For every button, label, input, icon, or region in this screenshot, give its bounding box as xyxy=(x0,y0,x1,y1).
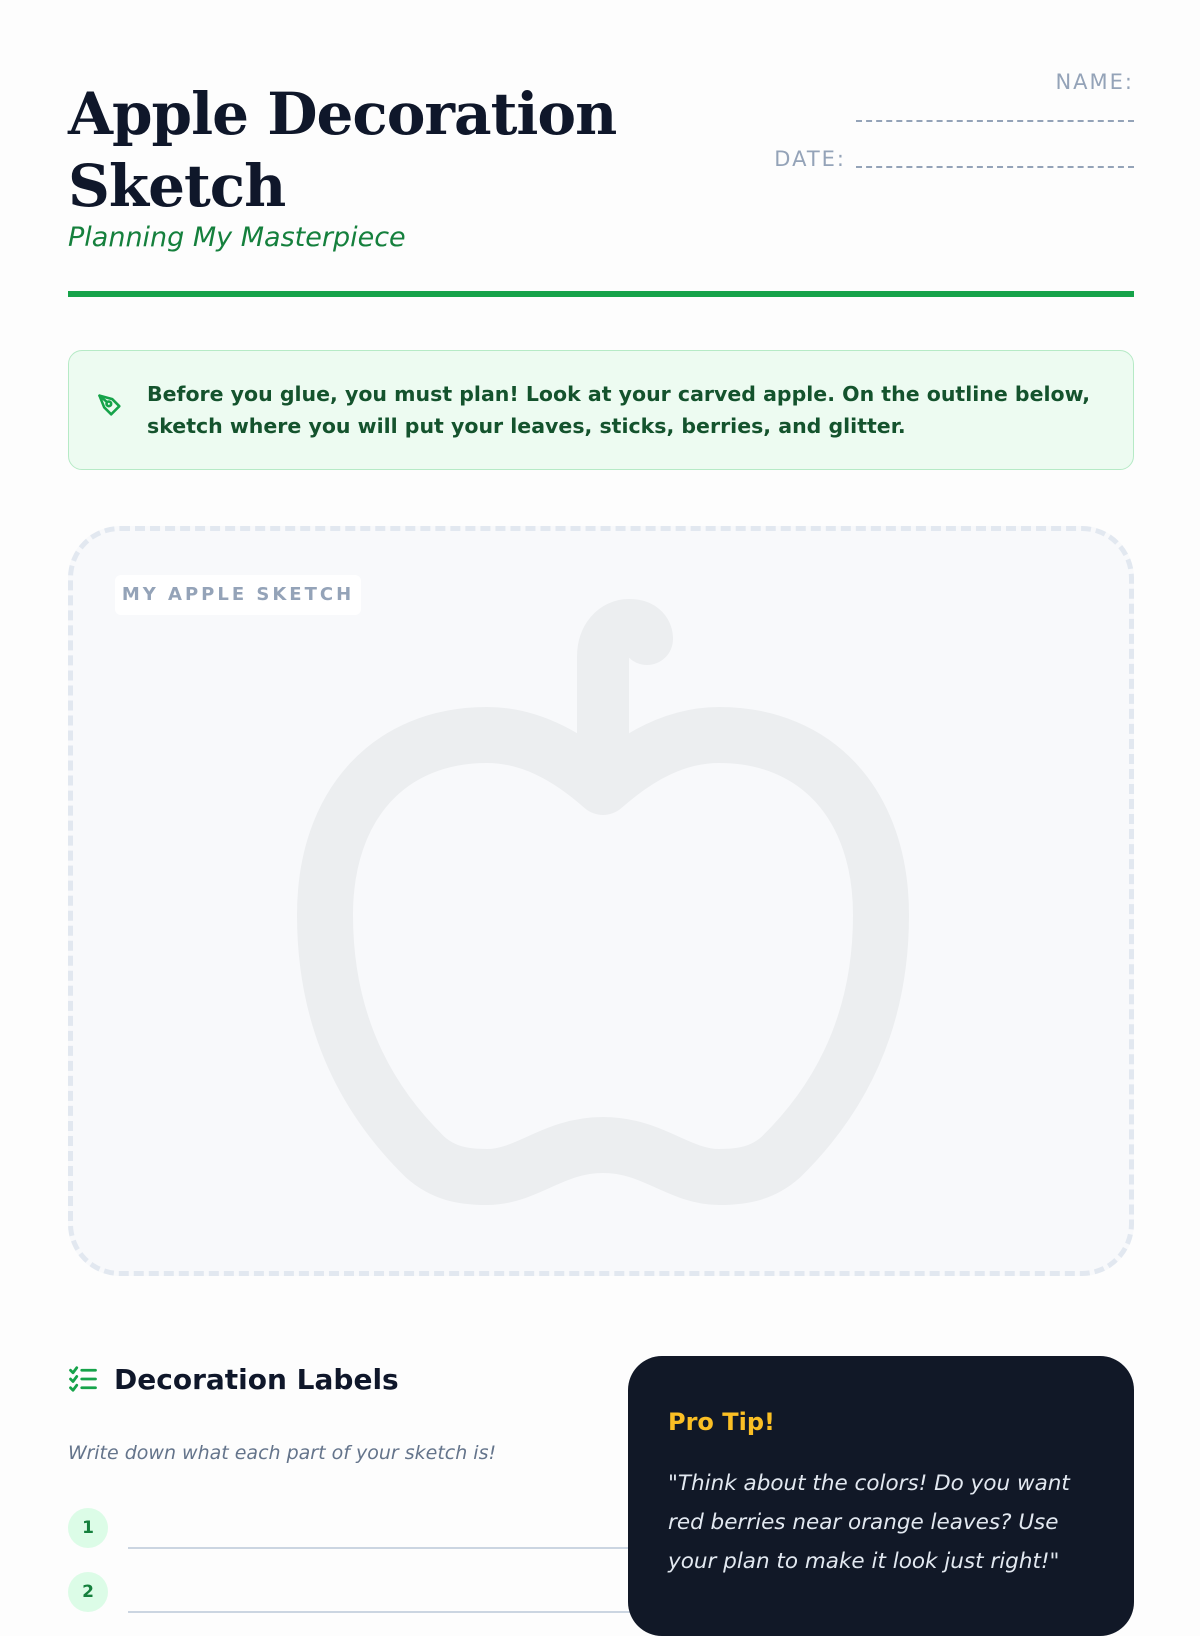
header-divider xyxy=(68,291,1134,297)
sketch-label: MY APPLE SKETCH xyxy=(115,575,361,615)
pro-tip-card xyxy=(628,1356,1134,1636)
name-blank-line[interactable] xyxy=(856,120,1134,122)
decoration-labels-title: Decoration Labels xyxy=(114,1362,399,1396)
sketch-area[interactable] xyxy=(68,526,1134,1276)
decoration-labels-header xyxy=(68,1354,399,1404)
label-number-badge: 1 xyxy=(68,1508,108,1548)
pro-tip-text: "Think about the colors! Do you want red berries near orange leaves? Use your plan to make it look just right!" xyxy=(668,1471,1070,1574)
date-field[interactable] xyxy=(774,148,1134,170)
decoration-labels-section xyxy=(68,1354,576,1600)
instruction-callout xyxy=(68,350,1134,470)
name-field[interactable] xyxy=(856,70,1134,122)
date-label: DATE: xyxy=(774,147,846,171)
page-title: Apple Decoration Sketch xyxy=(68,80,617,220)
worksheet-header xyxy=(68,70,1134,296)
checklist-icon xyxy=(68,1364,98,1394)
page-subtitle: Planning My Masterpiece xyxy=(68,222,406,253)
label-item[interactable] xyxy=(68,1508,576,1548)
label-write-line[interactable] xyxy=(128,1611,642,1613)
pro-tip-title: Pro Tip! xyxy=(668,1408,775,1436)
worksheet-page xyxy=(68,0,1134,1600)
decoration-labels-description: Write down what each part of your sketch is! xyxy=(68,1442,497,1464)
instruction-text: Before you glue, you must plan! Look at your carved apple. On the outline below, sketch where you will put your leaves, sticks, berries, and glitter. xyxy=(147,382,1090,438)
label-number-badge: 2 xyxy=(68,1572,108,1612)
label-item[interactable] xyxy=(68,1572,576,1612)
label-write-line[interactable] xyxy=(128,1547,642,1549)
name-label: NAME: xyxy=(1055,70,1134,94)
apple-outline-icon xyxy=(297,585,909,1205)
pen-nib-icon xyxy=(96,391,124,419)
date-blank-line[interactable] xyxy=(856,166,1134,168)
